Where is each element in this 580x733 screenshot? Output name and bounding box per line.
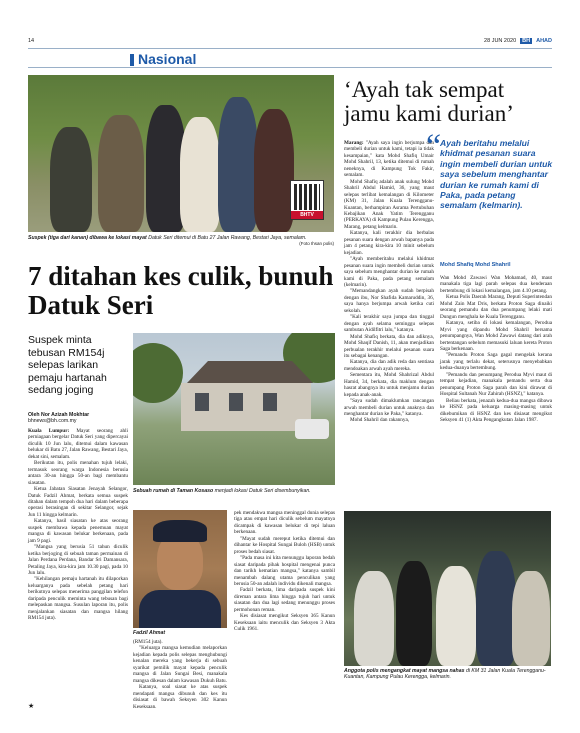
paragraph-text: Mohd Shahril dan rakannya,: [350, 417, 410, 424]
paragraph-text: "Pemandu Proton Saga gagal mengelak kerana jarak yang terlalu dekat, seterusnya menyebabkan kedua-duanya bertembung.: [440, 352, 552, 372]
author-email: bhnews@bh.com.my: [28, 418, 77, 425]
house-photo-caption: [133, 488, 335, 494]
article-paragraph: [344, 288, 434, 314]
paragraph-text: Beliau berkata, jenazah kedua-dua mangsa dibawa ke HSNZ pada keluarga masing-masing untuk dikebumikan di HSNZ dan kes disiasat mengikut Seksyen 41 (1) Akta Pengangkutan Jalan 1987.: [440, 397, 552, 423]
issue-date: 28 JUN 2020: [484, 38, 517, 44]
article-column-5: [440, 275, 552, 423]
dateline: Kuala Lumpur:: [28, 428, 70, 434]
article-paragraph: [234, 587, 335, 613]
ahad-logo: AHAD: [536, 38, 552, 44]
article-paragraph: [28, 576, 128, 621]
paragraph-text: "Pemandu dan penumpang Perodua Myvi maut di tempat kejadian, manakala pemandu serta dua penumpang Proton Saga parah dan kini dirawat di Hospital Sultanah Nur Zahirah (HSNZ)," katanya.: [440, 371, 552, 398]
header-right: [484, 38, 552, 44]
main-photo-caption: [28, 235, 334, 247]
article-paragraph: [234, 555, 335, 587]
article-paragraph: [344, 334, 434, 360]
qr-code-icon: [294, 184, 320, 210]
paragraph-text: Katanya, dia dan adik reda dan sentiasa mendoakan arwah ayah mereka.: [344, 359, 434, 372]
quote-mark-icon: “: [426, 128, 442, 165]
article-paragraph: [344, 314, 434, 333]
article-paragraph: [28, 518, 128, 544]
article-paragraph: [234, 536, 335, 555]
paragraph-text: Katanya, kali terakhir dia berbalas pesanan suara dengan arwah bapanya pada jam 4 petang kira-kira 10 minit sebelum kejadian.: [344, 230, 434, 256]
paragraph-text: Katanya, setiba di lokasi kemalangan, Perodua Myvi yang dipandu Mohd Shahril bersama penumpangnya, Wan Mohd Zawawi datang dari arah bertentangan sebelum memasuki laluan kereta Proton Saga berkenaan.: [440, 320, 552, 352]
bhtv-qr-code[interactable]: [290, 180, 324, 220]
paragraph-text: (RM154 juta).: [133, 639, 163, 645]
paragraph-text: "Kali terakhir saya jumpa dan tinggal dengan ayah selama seminggu selepas sambutan Aidilfitri lalu," katanya.: [344, 314, 434, 334]
main-headline: 7 ditahan kes culik, bunuh Datuk Seri: [28, 261, 334, 320]
photo-credit: (Foto Ihsan polis): [299, 241, 334, 247]
paragraph-text: pek mendakwa mangsa meninggal dunia selepas tiga atau empat hari diculik sebelum mayatnya dicampak di kawasan belukar di tepi laluan berkenaan.: [234, 510, 335, 536]
paragraph-text: Ketua Polis Daerah Marang, Deputi Superintendan Mohd Zain Mat Dris, berkata Proton Saga dinaiki seorang pemandu dan dua penumpang lelaki mati Dungun menghala ke Kuala Terengganu.: [440, 294, 552, 320]
byline: [28, 412, 128, 425]
article-paragraph: [344, 256, 434, 288]
paragraph-text: Ketua Jabatan Siasatan Jenayah Selangor, Datuk Fadzil Ahmat, berkata semua suspek ditahan dalam tempoh dua hari dalam beberapa operasi berasingan di sekitar Selangor, sejak Jun 11 hingga kelmarin.: [28, 486, 128, 518]
paragraph-text: "Kehilangan pemaju hartanah itu dilaporkan keluarganya pada sebelah petang hari berikutnya selepas menerima panggilan telefon daripada penculik meminta wang tebusan bagi melepaskan mangsa. Susulan laporan itu, polis menjalankan siasatan dan mangsa hilang RM154 juta).: [28, 576, 128, 622]
qr-label: BHTV: [291, 211, 323, 219]
author: Oleh Nor Azizah Mokhtar: [28, 412, 90, 418]
crowd-caption-text: di KM 31 Jalan Kuala Terengganu-Kuantan, Kampung Pulau Kerengga, kelmarin.: [344, 668, 546, 681]
paragraph-text: Mohd Shafiq adalah anak sulung Mohd Shahril Abdul Hamid, 36, yang maut selepas terlibat kemalangan di Kilometer (KM) 31, Jalan Kuala Terengganu-Kuantan, berhampiran Asrama Pertubuhan Kebajikan Anak Yatim Terengganu (PERKAYA) di Kampung Pulau Kerengga, Marang, petang kelmarin.: [344, 178, 434, 230]
article-paragraph: [344, 398, 434, 417]
article-paragraph: [440, 352, 552, 371]
end-star-icon: ★: [28, 702, 35, 710]
article-paragraph: [440, 372, 552, 398]
paragraph-text: "Memandangkan ayah sudah berpisah dengan ibu, Nor Shafida Kamaruddin, 36, saya hanya berjumpa arwah ketika cuti sekolah.: [344, 288, 434, 314]
article-paragraph: [28, 428, 128, 460]
article-paragraph: [133, 645, 227, 684]
accident-photo: [344, 511, 551, 666]
article-paragraph: [344, 140, 434, 179]
subheadline: Suspek minta tebusan RM154j selepas larikan pemaju hartanah sedang joging: [28, 334, 107, 396]
section-title: Nasional: [138, 51, 197, 67]
paragraph-text: Fadzil berkata, lima daripada suspek kini direman antara lima hingga tujuh hari untuk siasatan dan dua lagi sedang menunggu proses permohonan reman.: [234, 587, 335, 613]
article-paragraph: [440, 275, 552, 294]
secondary-headline: ‘Ayah tak sempat jamu kami durian’: [344, 77, 514, 126]
page-number: 14: [28, 38, 35, 44]
article-paragraph: [28, 486, 128, 518]
fadzil-portrait: [133, 510, 227, 628]
dateline: Marang:: [344, 140, 364, 146]
section-bar: [28, 48, 552, 68]
paragraph-text: Katanya, hasil siasatan ke atas seorang suspek membawa kepada penemuan mayat mangsa di kawasan belukar berkenaan, pada jam 9 pagi.: [28, 518, 128, 544]
paragraph-text: Mohd Shafiq berkata, dia dan adiknya, Mohd Shaqif Danish, 11, akan menjadikan perbualan terakhir melalui pesanan suara itu sebagai kenangan.: [344, 333, 434, 359]
article-paragraph: [440, 320, 552, 352]
suspect-photo: [28, 75, 334, 232]
paragraph-text: Berikutan itu, polis menahan tujuh lelaki, termasuk seorang warga Indonesia berusia antara 30-an hingga 50-an bagi membantu siasatan.: [28, 460, 128, 486]
crowd-caption-lead: Anggota polis mengangkat mayat mangsa nahas: [344, 668, 465, 674]
page-header: [28, 36, 552, 48]
article-paragraph: [28, 544, 128, 576]
article-paragraph: [440, 398, 552, 424]
house-photo: [133, 333, 335, 485]
article-column-4: [344, 140, 434, 424]
article-column-2: [133, 639, 227, 710]
fadzil-caption: Fadzil Ahmat: [133, 630, 166, 636]
article-paragraph: [234, 510, 335, 536]
accident-photo-caption: [344, 668, 551, 680]
article-paragraph: [234, 613, 335, 632]
article-paragraph: [344, 372, 434, 398]
paragraph-text: "Ayah memberitahu melalui khidmat pesanan suara ingin membeli durian untuk saya sebelum menghantar durian ke rumah kami di Paka, pada petang semalam (kelmarin).: [344, 256, 434, 288]
paragraph-text: Wan Mohd Zawawi Wan Mohamad, 40, maut manakala tiga lagi parah selepas dua kenderaan bertembung di lokasi kemalangan, jam 4.10 petang.: [440, 275, 552, 294]
article-paragraph: [344, 359, 434, 372]
pull-quote: Ayah beritahu melalui khidmat pesanan suara ingin membeli durian untuk saya sebelum menghantar durian ke rumah kami di Paka, pada petang semalam (kelmarin).: [440, 138, 553, 211]
house-caption-text: menjadi lokasi Datuk Seri disembunyikan.: [213, 488, 311, 494]
paragraph-text: Katanya, soal siasat ke atas suspek mendapati mangsa dibunuh dan kes itu disiasat di bawah Seksyen 302 Kanun Keseksaan.: [133, 684, 227, 710]
article-paragraph: [440, 294, 552, 320]
article-paragraph: [344, 179, 434, 231]
article-paragraph: [28, 460, 128, 486]
paragraph-text: "Mangsa yang berusia 51 tahun diculik ketika berjoging di sebuah taman permainan di Jalan Perdana Perdana, Bandar Sri Damansara, Petaling Jaya, kira-kira jam 10.30 pagi, pada 10 Jun lalu.: [28, 544, 128, 576]
article-column-3: [234, 510, 335, 633]
article-paragraph: [344, 230, 434, 256]
paragraph-text: "Mayat sudah mereput ketika ditemui dan dihantar ke Hospital Sungai Buloh (HSB) untuk proses bedah siasat.: [234, 535, 335, 555]
paragraph-text: Kes disiasat mengikut Seksyen 365 Kanun Keseksaan iaitu menculik dan Seksyen 3 Akta Culik 1961.: [234, 613, 335, 633]
article-paragraph: [133, 684, 227, 710]
paragraph-text: "Keluarga mangsa kemudian melaporkan kejadian kepada polis selepas menghubungi kenalan mereka yang bekerja di sebuah syarikat pemilik mayat kepada penculik mangsa di Jalan Sungai Besi, manakala mangsa dikesan dalam kawasan Dukuh Batu.: [133, 645, 227, 684]
bh-logo: BH: [522, 38, 531, 44]
caption-text: Datuk Seri ditemui di Batu 27 Jalan Rawang, Bestari Jaya, semalam.: [146, 235, 307, 241]
paragraph-text: "Saya sudah dimaklumkan rancangan arwah membeli durian untuk anaknya dan menghantar durian ke Paka," katanya.: [344, 398, 434, 418]
article-paragraph: [344, 417, 434, 423]
paragraph-text: Sementara itu, Mohd Shahrizal Abdul Hamid, 34, berkata, dia maklum dengan hasrat abangnya itu untuk menjamu durian kepada anak-anak.: [344, 372, 434, 398]
caption-lead: Suspek (tiga dari kanan) dibawa ke lokasi mayat: [28, 235, 147, 241]
pull-quote-attribution: Mohd Shafiq Mohd Shahril: [440, 262, 511, 268]
paragraph-text: "Pada masa ini kita menunggu laporan bedah siasat daripada pihak hospital mengenai punca dan tarikh kematian mangsa," katanya sambil menambah dalang utama penculikan yang berusia 50-an adalah individu dikenali mangsa.: [234, 555, 335, 587]
house-caption-lead: Sebuah rumah di Taman Kosaso: [133, 488, 214, 494]
paragraph-text: "Ayah saya ingin berjumpa dan membeli durian untuk kami, tetapi ia tidak kesampaian," kata Mohd Shafiq Umair Mohd Shahril, 13, ketika ditemui di rumah neneknya, di Kampung Tok Fakir, semalam.: [344, 140, 434, 179]
paragraph-text: Mayat seorang ahli perniagaan bergelar Datuk Seri yang dipercayai diculik 10 Jun lalu, ditemui dalam kawasan belukar di Batu 27, Jalan Rawang, Bestari Jaya, dekat sini, semalam.: [28, 428, 128, 460]
article-column-1: [28, 428, 128, 622]
